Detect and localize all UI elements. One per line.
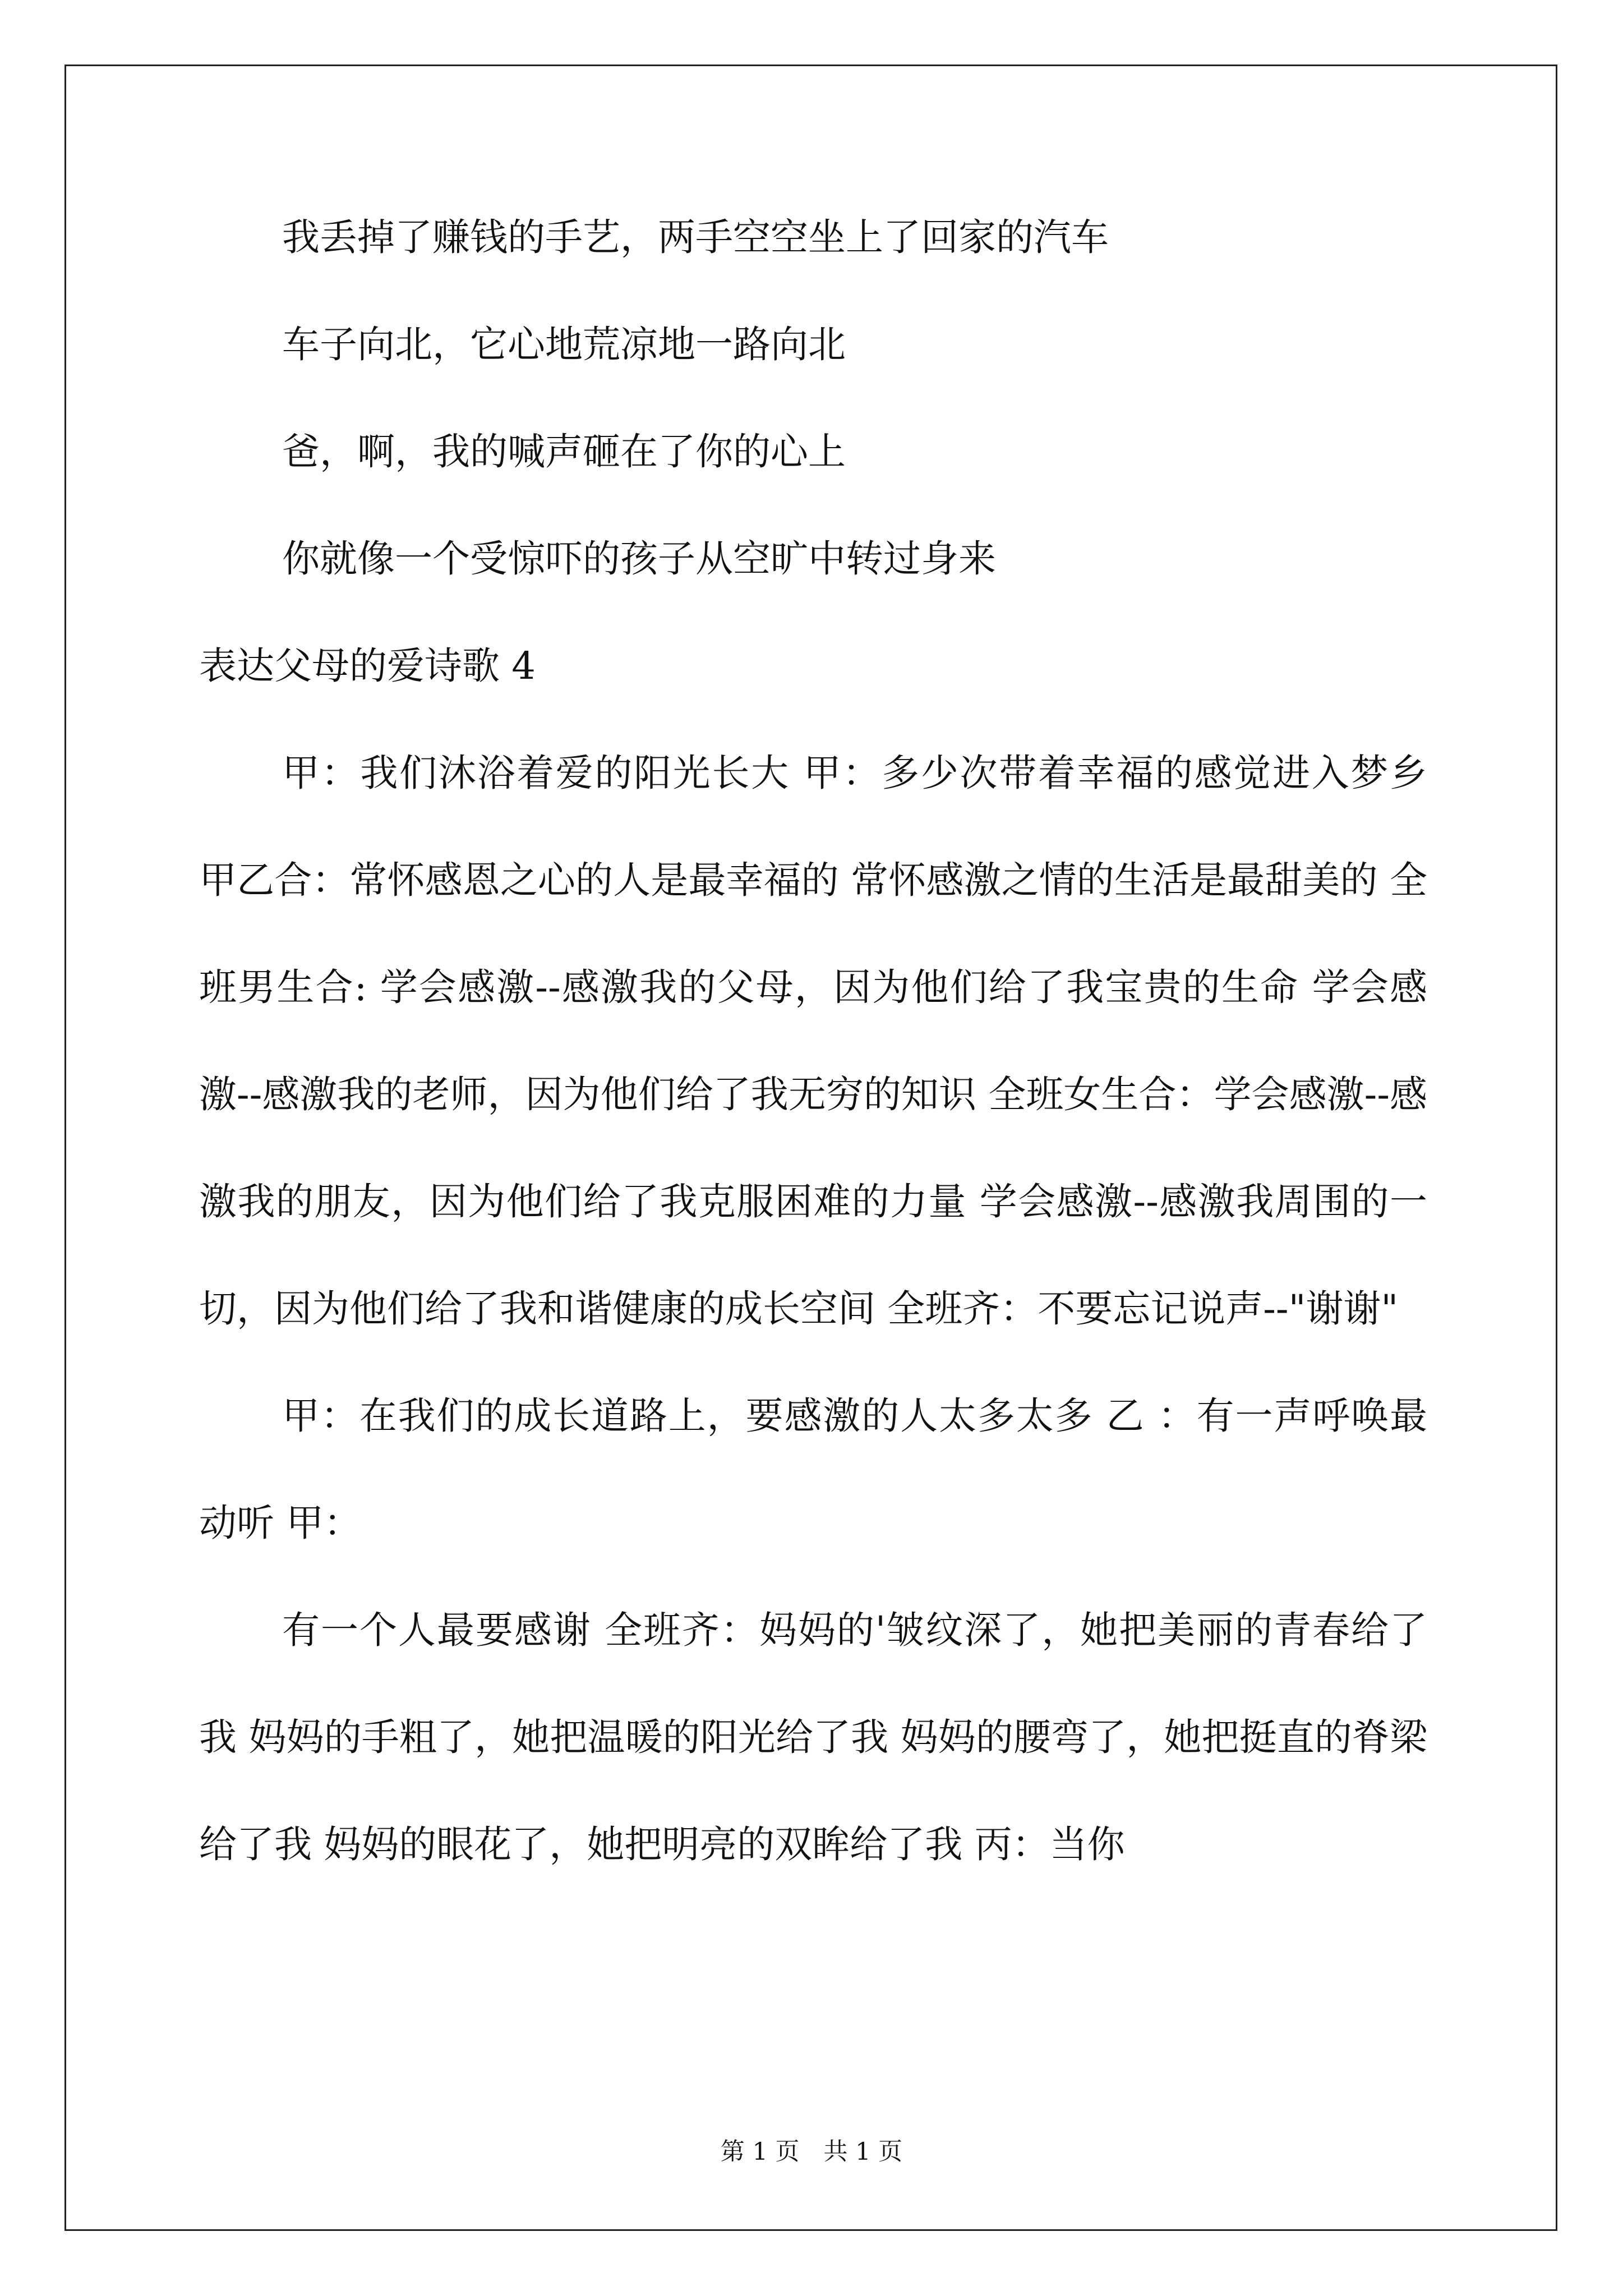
poem-line: 爸，啊，我的喊声砸在了你的心上 — [282, 430, 846, 473]
document-body — [199, 215, 1427, 1898]
poem-line: 我丢掉了赚钱的手艺，两手空空坐上了回家的汽车 — [282, 215, 1109, 259]
paragraph: 甲：我们沐浴着爱的阳光长大 甲：多少次带着幸福的感觉进入梦乡 甲乙合：常怀感恩之心的人是最幸福的 常怀感激之情的生活是最甜美的 全班男生合: 学会感激--感激我的父母，因为他们给了我宝贵的生命 学会感激--感激我的老师，因为他们给了我无穷的知识 全班女生合：学会感激--感激我的朋友，因为他们给了我克服困难的力量 学会感激--感激我周围的一切，因为他们给了我和谐健康的成长空间 全班齐：不要忘记说声--"谢谢" — [199, 751, 1427, 1331]
paragraph: 甲：在我们的成长道路上，要感激的人太多太多 乙 ：有一声呼唤最动听 甲： — [199, 1394, 1427, 1545]
poem-line: 车子向北，它心地荒凉地一路向北 — [282, 323, 846, 366]
section-heading: 表达父母的爱诗歌 4 — [199, 644, 536, 688]
poem-line: 你就像一个受惊吓的孩子从空旷中转过身来 — [282, 537, 996, 581]
page-number-footer: 第 1 页 共 1 页 — [720, 2138, 903, 2166]
paragraph: 有一个人最要感谢 全班齐：妈妈的'皱纹深了，她把美丽的青春给了我 妈妈的手粗了，她把温暖的阳光给了我 妈妈的腰弯了，她把挺直的脊梁给了我 妈妈的眼花了，她把明亮的双眸给了我 丙：当你 — [199, 1608, 1427, 1866]
